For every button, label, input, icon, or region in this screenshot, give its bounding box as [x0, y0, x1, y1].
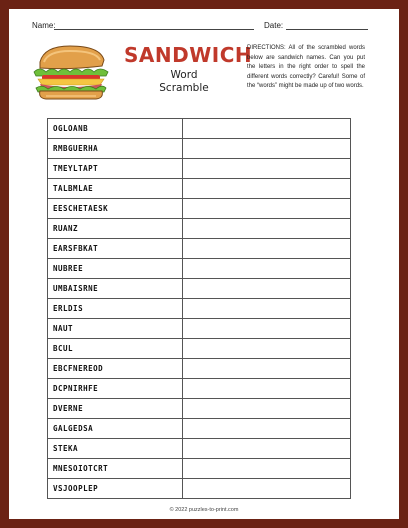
worksheet-title: SANDWICH: [124, 43, 253, 67]
answer-cell[interactable]: [183, 179, 351, 199]
answer-cell[interactable]: [183, 119, 351, 139]
scrambled-word: EARSFBKAT: [48, 239, 183, 259]
scrambled-word: RMBGUERHA: [48, 139, 183, 159]
scrambled-word: EESCHETAESK: [48, 199, 183, 219]
table-row: [48, 399, 351, 419]
word-scramble-table: [47, 118, 351, 499]
answer-cell[interactable]: [183, 419, 351, 439]
scrambled-word: NAUT: [48, 319, 183, 339]
table-row: [48, 419, 351, 439]
answer-cell[interactable]: [183, 299, 351, 319]
date-line[interactable]: [286, 29, 368, 30]
table-row: [48, 239, 351, 259]
scrambled-word: NUBREE: [48, 259, 183, 279]
scrambled-word: MNESOIOTCRT: [48, 459, 183, 479]
table-row: [48, 139, 351, 159]
name-label: Name:: [32, 21, 56, 30]
scrambled-word: UMBAISRNE: [48, 279, 183, 299]
table-row: [48, 459, 351, 479]
table-row: [48, 159, 351, 179]
answer-cell[interactable]: [183, 319, 351, 339]
date-label: Date:: [264, 21, 284, 30]
scrambled-word: BCUL: [48, 339, 183, 359]
table-row: [48, 379, 351, 399]
table-row: [48, 299, 351, 319]
copyright-footer: © 2022 puzzles-to-print.com: [169, 507, 239, 513]
sandwich-icon: [30, 42, 112, 102]
scrambled-word: ERLDIS: [48, 299, 183, 319]
table-row: [48, 439, 351, 459]
table-row: [48, 119, 351, 139]
scrambled-word: DCPNIRHFE: [48, 379, 183, 399]
answer-cell[interactable]: [183, 219, 351, 239]
name-line[interactable]: [54, 29, 254, 30]
subtitle-scramble: Scramble: [159, 82, 209, 94]
table-row: [48, 319, 351, 339]
table-row: [48, 479, 351, 499]
table-row: [48, 359, 351, 379]
scrambled-word: DVERNE: [48, 399, 183, 419]
answer-cell[interactable]: [183, 439, 351, 459]
scrambled-word: TMEYLTAPT: [48, 159, 183, 179]
table-row: [48, 339, 351, 359]
scrambled-word: STEKA: [48, 439, 183, 459]
scrambled-word: GALGEDSA: [48, 419, 183, 439]
scrambled-word: RUANZ: [48, 219, 183, 239]
table-row: [48, 199, 351, 219]
scrambled-word: VSJOOPLEP: [48, 479, 183, 499]
answer-cell[interactable]: [183, 259, 351, 279]
table-row: [48, 179, 351, 199]
scrambled-word: TALBMLAE: [48, 179, 183, 199]
answer-cell[interactable]: [183, 339, 351, 359]
answer-cell[interactable]: [183, 239, 351, 259]
answer-cell[interactable]: [183, 479, 351, 499]
answer-cell[interactable]: [183, 139, 351, 159]
answer-cell[interactable]: [183, 159, 351, 179]
answer-cell[interactable]: [183, 279, 351, 299]
answer-cell[interactable]: [183, 379, 351, 399]
table-row: [48, 279, 351, 299]
answer-cell[interactable]: [183, 459, 351, 479]
answer-cell[interactable]: [183, 359, 351, 379]
directions-text: DIRECTIONS: All of the scrambled words below are sandwich names. Can you put the letters in the right order to spell the different words correctly? Careful! Some of the “words” might be made up of two words.: [247, 45, 365, 90]
table-row: [48, 219, 351, 239]
scrambled-word: EBCFNEREOD: [48, 359, 183, 379]
scrambled-word: OGLOANB: [48, 119, 183, 139]
answer-cell[interactable]: [183, 199, 351, 219]
subtitle-word: Word: [170, 69, 198, 81]
name-date-row: [32, 21, 372, 35]
answer-cell[interactable]: [183, 399, 351, 419]
table-row: [48, 259, 351, 279]
